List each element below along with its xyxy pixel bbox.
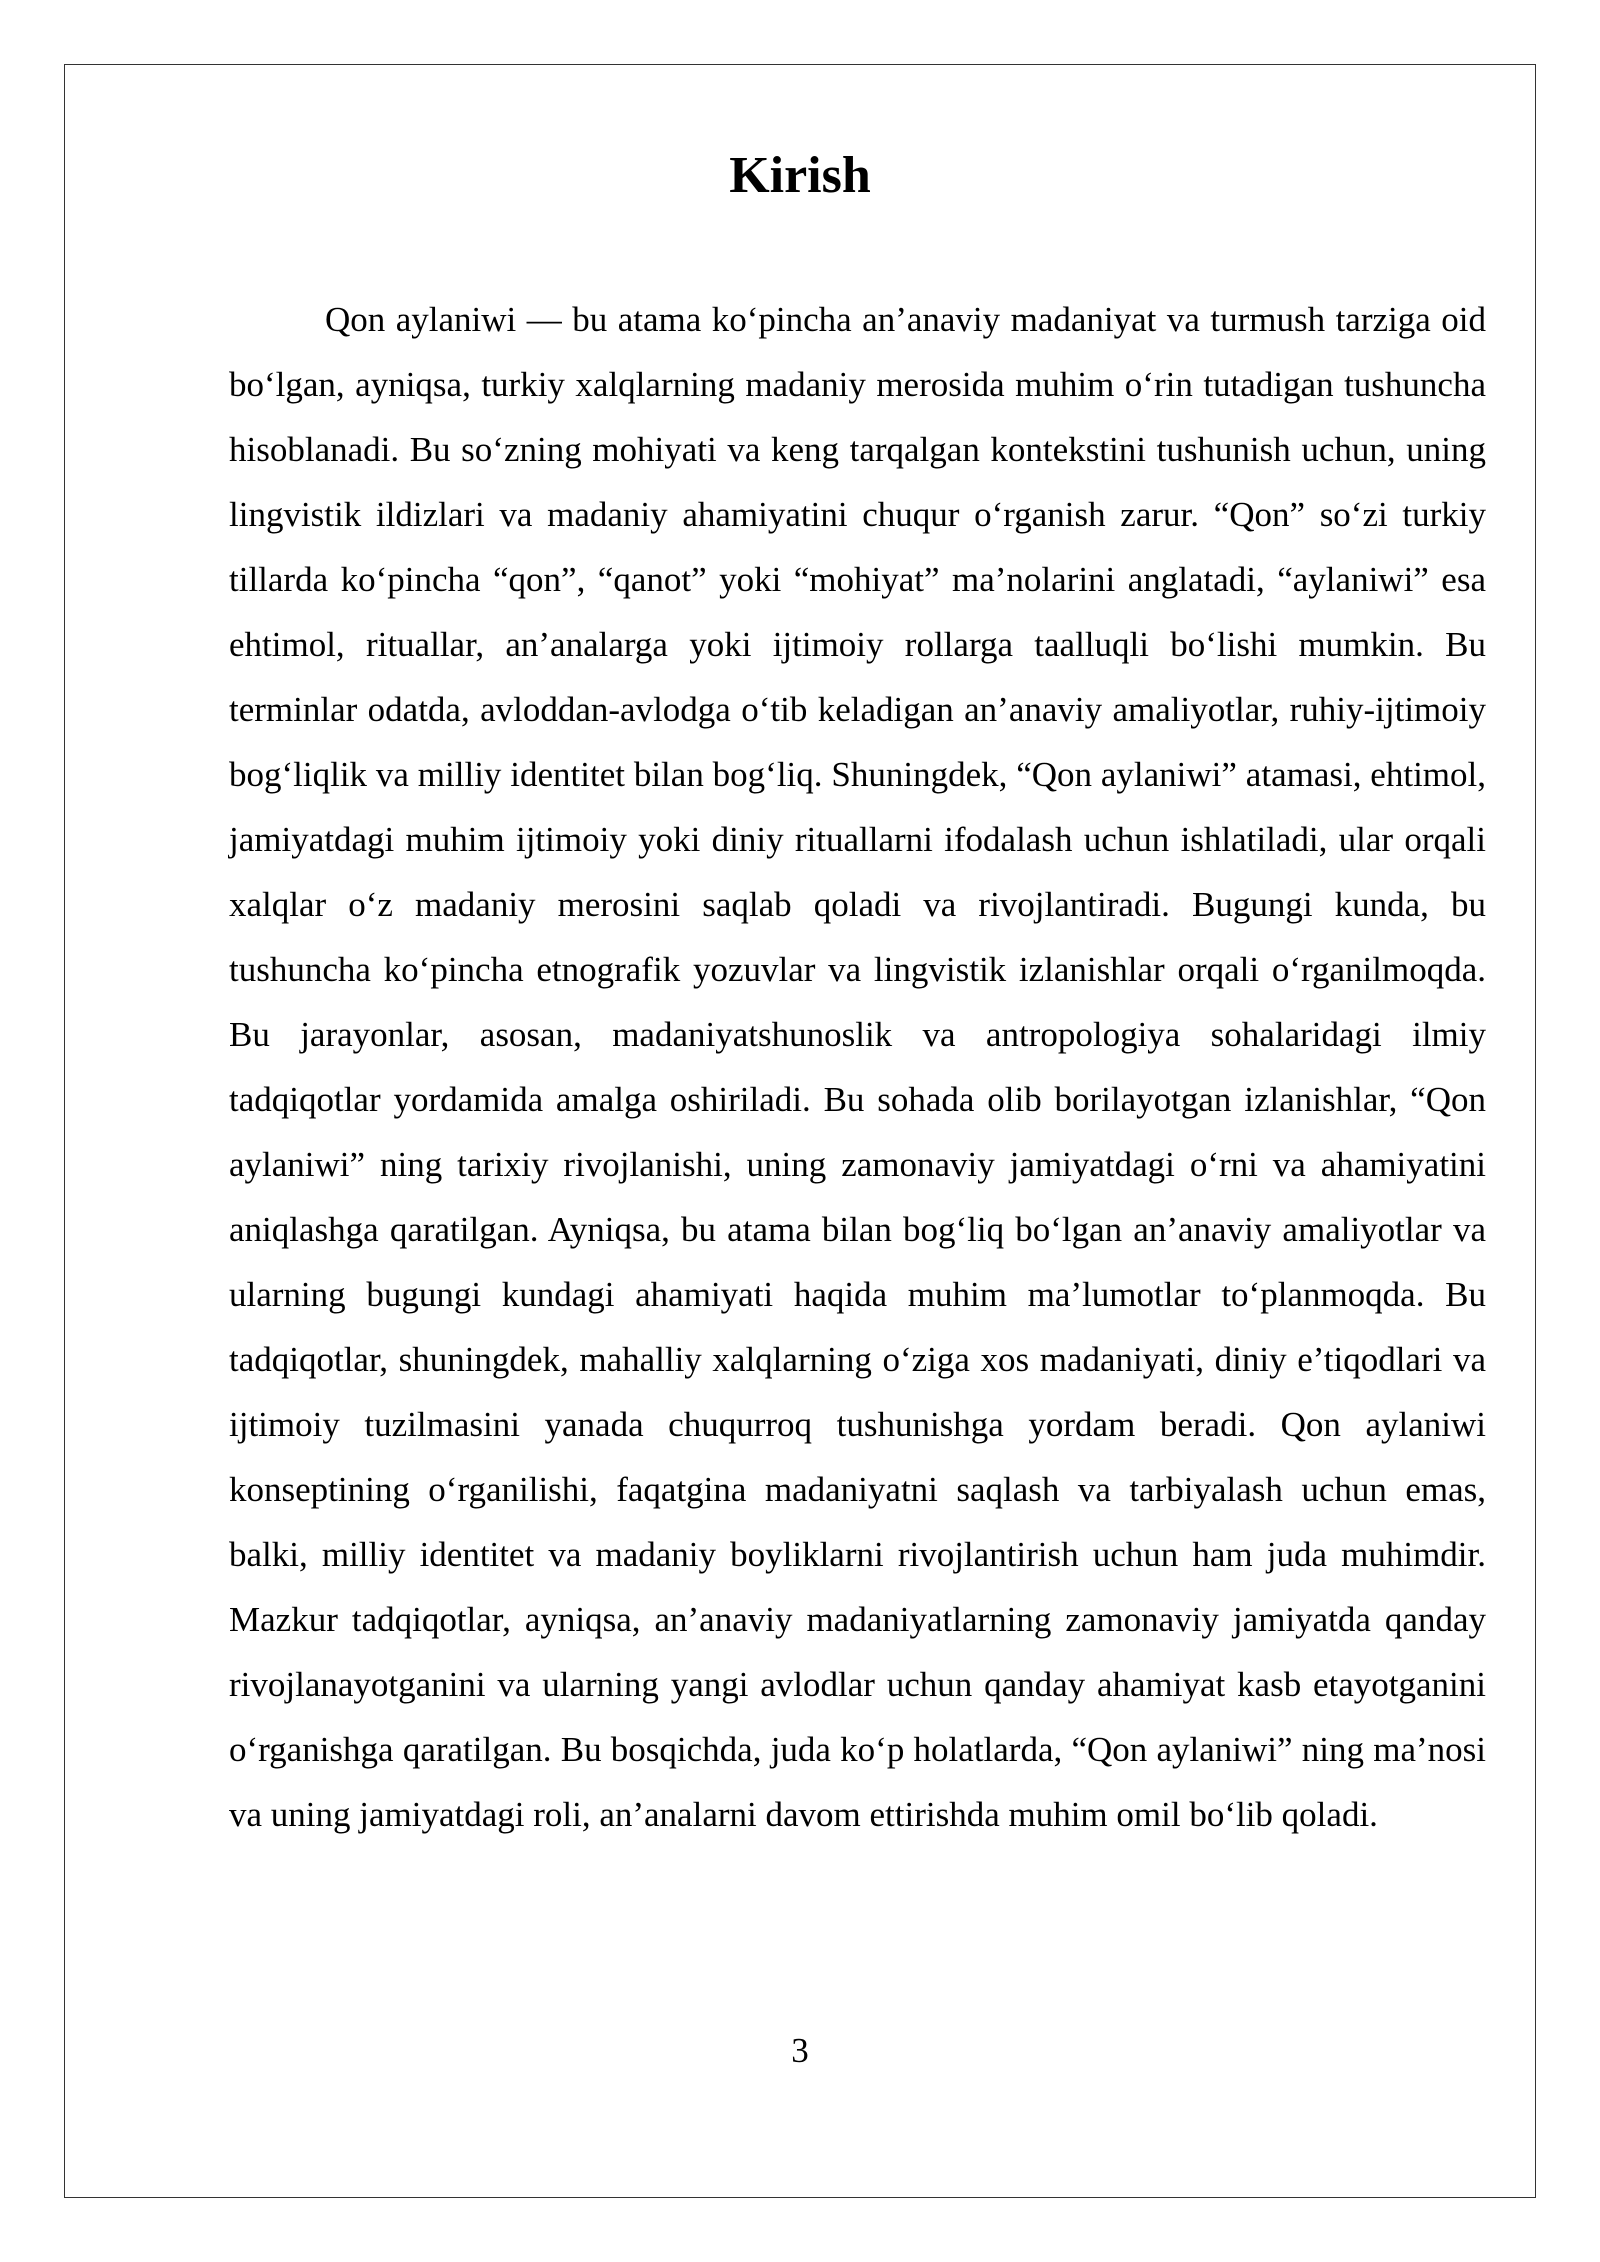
page-title: Kirish bbox=[729, 147, 871, 204]
page-number: 3 bbox=[791, 2031, 809, 2070]
body-paragraph: Qon aylaniwi — bu atama ko‘pincha an’anaviy madaniyat va turmush tarziga oid bo‘lgan, ayniqsa, turkiy xalqlarning madaniy merosida muhim o‘rin tutadigan tushuncha hisoblanadi. Bu so‘zning mohiyati va keng tarqalgan kontekstini tushunish uchun, uning lingvistik ildizlari va madaniy ahamiyatini chuqur o‘rganish zarur. “Qon” so‘zi turkiy tillarda ko‘pincha “qon”, “qanot” yoki “mohiyat” ma’nolarini anglatadi, “aylaniwi” esa ehtimol, rituallar, an’analarga yoki ijtimoiy rollarga taalluqli bo‘lishi mumkin. Bu terminlar odatda, avloddan-avlodga o‘tib keladigan an’anaviy amaliyotlar, ruhiy-ijtimoiy bog‘liqlik va milliy identitet bilan bog‘liq. Shuningdek, “Qon aylaniwi” atamasi, ehtimol, jamiyatdagi muhim ijtimoiy yoki diniy rituallarni ifodalash uchun ishlatiladi, ular orqali xalqlar o‘z madaniy merosini saqlab qoladi va rivojlantiradi. Bugungi kunda, bu tushuncha ko‘pincha etnografik yozuvlar va lingvistik izlanishlar orqali o‘rganilmoqda. Bu jarayonlar, asosan, madaniyatshunoslik va antropologiya sohalaridagi ilmiy tadqiqotlar yordamida amalga oshiriladi. Bu sohada olib borilayotgan izlanishlar, “Qon aylaniwi” ning tarixiy rivojlanishi, uning zamonaviy jamiyatdagi o‘rni va ahamiyatini aniqlashga qaratilgan. Ayniqsa, bu atama bilan bog‘liq bo‘lgan an’anaviy amaliyotlar va ularning bugungi kundagi ahamiyati haqida muhim ma’lumotlar to‘planmoqda. Bu tadqiqotlar, shuningdek, mahalliy xalqlarning o‘ziga xos madaniyati, diniy e’tiqodlari va ijtimoiy tuzilmasini yanada chuqurroq tushunishga yordam beradi. Qon aylaniwi konseptining o‘rganilishi, faqatgina madaniyatni saqlash va tarbiyalash uchun emas, balki, milliy identitet va madaniy boyliklarni rivojlantirish uchun ham juda muhimdir. Mazkur tadqiqotlar, ayniqsa, an’anaviy madaniyatlarning zamonaviy jamiyatda qanday rivojlanayotganini va ularning yangi avlodlar uchun qanday ahamiyat kasb etayotganini o‘rganishga qaratilgan. Bu bosqichda, juda ko‘p holatlarda, “Qon aylaniwi” ning ma’nosi va uning jamiyatdagi roli, an’analarni davom ettirishda muhim omil bo‘lib qoladi. bbox=[229, 300, 1486, 1834]
